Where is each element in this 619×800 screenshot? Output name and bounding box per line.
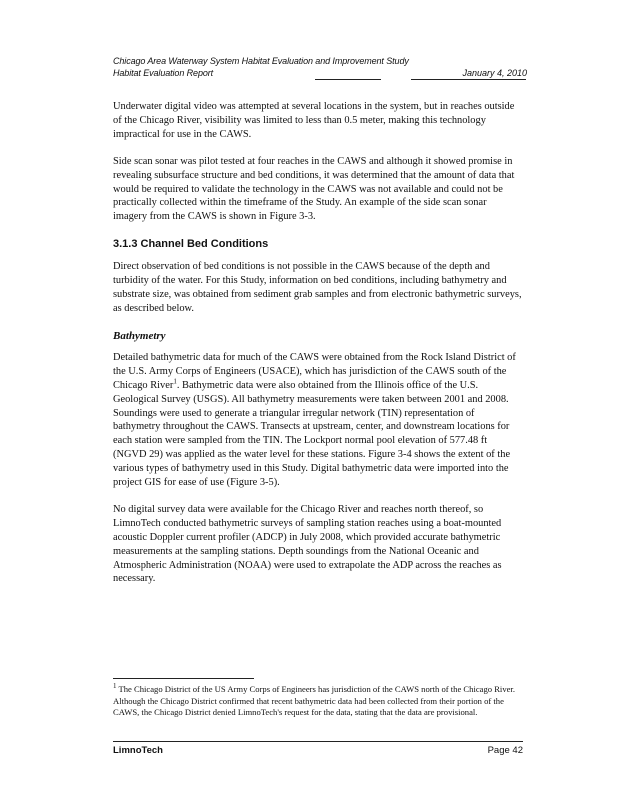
header-date: January 4, 2010 xyxy=(462,68,527,78)
header-subtitle: Habitat Evaluation Report xyxy=(113,68,214,78)
paragraph-bathymetry xyxy=(113,351,523,490)
bathymetry-text-end: . Bathymetric data were also obtained from the Illinois office of the U.S. Geological Survey (USGS). All bathymetry measurements were taken between 2001 and 2008. Soundings were used to generate a triangular irregular network (TIN) representation of bathymetry throughout the CAWS. Transects at upstream, center, and downstream locations for each station were sampled from the TIN. The Lockport normal pool elevation of 577.48 ft (NGVD 29) was applied as the water level for these stations. Figure 3-4 shows the extent of the various types of bathymetry used in this Study. Digital bathymetric data were imported into the project GIS for ease of use (Figure 3-5). xyxy=(113,379,511,489)
paragraph-bed-conditions: Direct observation of bed conditions is not possible in the CAWS because of the depth and turbidity of the water. For this Study, information on bed conditions, including bathymetry and substrate size, was obtained from sediment grab samples and from electronic bathymetric surveys, as described below. xyxy=(113,261,522,314)
paragraph-sonar: Side scan sonar was pilot tested at four reaches in the CAWS and although it showed promise in revealing subsurface structure and bed conditions, it was determined that the amount of data that would be required to validate the technology in the CAWS was not available and could not be practically collected within the timeframe of the Study. An example of the side scan sonar imagery from the CAWS is shown in Figure 3-3. xyxy=(113,155,515,223)
footer-rule xyxy=(113,741,523,742)
footer-page-number: Page 42 xyxy=(487,745,523,756)
paragraph-video: Underwater digital video was attempted at several locations in the system, but in reaches outside of the Chicago River, visibility was limited to less than 0.5 meter, making this technology impractical for use in the CAWS. xyxy=(113,101,515,140)
footer-company: LimnoTech xyxy=(113,745,163,756)
header-rule-right xyxy=(411,79,526,80)
paragraph-survey: No digital survey data were available for the Chicago River and reaches north thereof, so LimnoTech conducted bathymetric surveys of sampling station reaches using a boat-mounted acoustic Doppler current profiler (ADCP) in July 2008, which provided accurate bathymetric measurements at the sampling stations. Depth soundings from the National Oceanic and Atmospheric Administration (NOAA) were used to extrapolate the ADP across the reaches as necessary. xyxy=(113,503,502,585)
footnote-separator xyxy=(113,678,254,679)
header-title: Chicago Area Waterway System Habitat Evaluation and Improvement Study xyxy=(113,56,409,66)
footnote-number: 1 xyxy=(113,682,117,691)
bathymetry-text-start: Detailed bathymetric data for much of the CAWS were obtained from the Rock Island District of the U.S. Army Corps of Engineers (USACE), which has jurisdiction of the CAWS south of the Chicago River xyxy=(113,351,516,391)
footnote xyxy=(113,684,523,719)
footnote-reference[interactable]: 1 xyxy=(173,377,177,386)
subheading-bathymetry: Bathymetry xyxy=(113,329,166,342)
footnote-text: The Chicago District of the US Army Corps of Engineers has jurisdiction of the CAWS north of the Chicago River. Although the Chicago District confirmed that recent bathymetric data had been collected from their portion of the CAWS, the Chicago District denied LimnoTech's request for the data, stating that the data are provisional. xyxy=(113,684,515,718)
section-heading: 3.1.3 Channel Bed Conditions xyxy=(113,238,269,251)
body-text xyxy=(113,100,523,599)
header-rule-short xyxy=(315,79,381,80)
